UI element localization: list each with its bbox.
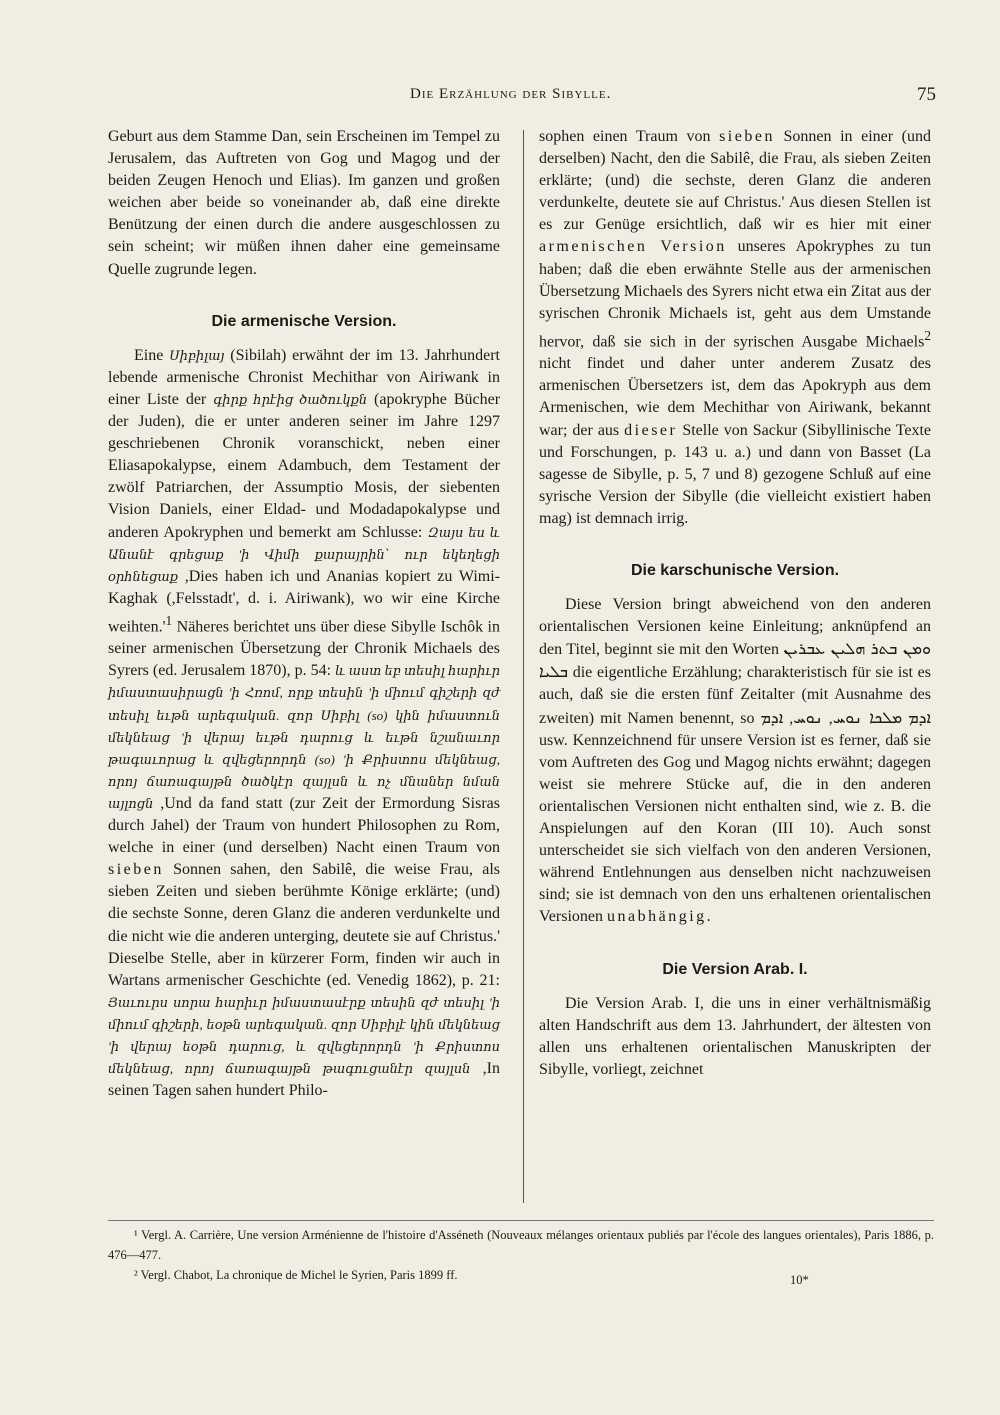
syriac-text: ܡܠܟܐ ܢܘܚ — [832, 707, 903, 727]
section-heading-armenian: Die armenische Version. — [211, 312, 397, 330]
paragraph: sophen einen Traum von sieben Sonnen in einer (und derselben) Nacht, den die Sabilê, die Frau, als sieben Zeiten erklärte; (und) die sechste, deren Glanz die anderen verdunkelte, deutete sie auf Christus.' Aus diesen Stellen ist es zur Genüge ersichtlich, daß wir es hier mit einer armenischen Version unseres Apokryphes zu tun haben; daß die eben erwähnte Stelle aus der armenischen Übersetzung Michaels des Syrers nicht etwa ein Zitat aus der syrischen Chronik Michaels ist, geht aus dem Umstande hervor, daß sie sich in der syrischen Ausgabe Michaels$^2$ nicht findet und daher unter anderem Zusatz des armenischen Übersetzers ist, dem das Apokryph aus dem Armenischen, wie dem Mechithar von Airiwank, bekannt war; der aus dieser Stelle von Sackur (Sibyllinische Texte und Forschungen, p. 143 u. a.) und dann von Basset (La sagesse de Sibylle, p. 5, 7 und 8) gezogene Schluß auf eine syrische Version der Sibylle (die vielleicht existiert haben mag) ist demnach irrig. — [539, 128, 932, 527]
footnote-ref: 2 — [924, 327, 931, 343]
column-rule — [523, 130, 524, 1203]
armenian-text: Սիբիլայ — [169, 347, 225, 363]
paragraph: Geburt aus dem Stamme Dan, sein Erscheinen im Tempel zu Jerusalem, das Auftreten von Gog und Magog und der beiden Zeugen Henoch und Elias). Im ganzen und großen weichen aber beide so voneinander ab, daß eine direkte Benützung der einen durch die andere ausgeschlossen zu sein scheint; wir müßen ihnen daher eine gemeinsame Quelle zugrunde legen. — [108, 128, 500, 278]
syriac-text: ܐܕܡ — [760, 707, 784, 727]
spaced-word: dieser — [624, 421, 678, 439]
spaced-word: sieben — [108, 861, 164, 879]
armenian-text: Յաւուրս սորա հարիւր իմաստասէրք տեսին զժ տեսիլ 'ի միում գիշերի, եօթն արեգական. զոր Սիբիլէ կին մեկնեաց 'ի վերայ եօթն դարուց, և զվեցերորդն 'ի Քրիստոս մեկնեաց, որոյ ճառագայթն թագուցանէր զայլսն — [108, 994, 500, 1077]
paragraph: Eine Սիբիլայ (Sibilah) erwähnt der im 13. Jahrhundert lebende armenische Chronist Mechithar von Airiwank in einer Liste der գիրք հրէից ծածուկքն (apokryphe Bücher der Juden), die er unter anderen seiner im Jahre 1297 geschriebenen Chronik voranschickt, neben einer Eliasapokalypse, einem Adambuch, dem Testament der zwölf Patriarchen, der Assumptio Mosis, der siebenten Vision Daniels, einer Eldad- und Modadapokalypse und anderen Apokryphen und bemerkt am Schlusse: Զայս ես և Անանէ գրեցաք 'ի Վիմի քարայրին՝ ուր եկեղեցի օրհնեցաք ,Dies haben ich und Ananias kopiert zu Wimi-Kaghak (,Felsstadt', d. i. Airiwank), wo wir eine Kirche $weihten.'^1$ Näheres berichtet uns über diese Sibylle Ischôk in seiner armenischen Übersetzung der Chronik Michaels des Syrers (ed. Jerusalem 1870), p. 54: և աստ եբ տեսիլ հարիւր իմաստասիրացն 'ի Հռոմ, որք տեսին 'ի միում գիշերի զժ տեսիլ եւթն արեգական. զոր Սիբիլ (so) կին իմաստուն մեկնեաց 'ի վերայ եւթն դարուց և եւթն նշանաւոր թագաւորաց և զվեցերորդն (so) 'ի Քրիստոս մեկնեաց, որոյ ճառագայթն ծածկէր զայլսն և ոչ մնաներ նման այլոցն ,Und da fand statt (zur Zeit der Ermordung Sisras durch Jahel) der Traum von hundert Philosophen zu Rom, welche in einer (und derselben) Nacht einen Traum von sieben Sonnen sahen, den Sabilê, die weise Frau, als sieben Zeiten und sieben berühmte Könige erklärte; (und) die sechste Sonne, deren Glanz die anderen verdunkelte und die nicht wie die anderen unterging, deutete sie auf Christus.' Dieselbe Stelle, aber in kürzerer Form, finden wir auch in Wartans armenischer Geschichte (ed. Venedig 1862), p. 21: Յաւուրս սորա հարիւր իմաստասէրք տեսին զժ տեսիլ 'ի միում գիշերի, եօթն արեգական. զոր Սիբիլէ կին մեկնեաց 'ի վերայ եօթն դարուց, և զվեցերորդն 'ի Քրիստոս մեկնեաց, որոյ ճառագայթն թագուցանէր զայլսն ,In seinen Tagen sahen hundert Philo- — [108, 346, 501, 1100]
signature-mark: 10* — [790, 1273, 809, 1287]
section-heading-karshuni: Die karschunische Version. — [630, 562, 840, 580]
left-column — [108, 126, 500, 1102]
right-column — [539, 126, 931, 1081]
armenian-text: Զայս ես և Անանէ գրեցաք 'ի Վիմի քարայրին՝ ուր եկեղեցի օրհնեցաք — [108, 524, 500, 584]
running-title: Die Erzählung der Sibylle. — [410, 86, 612, 102]
footnote-1: ¹ Vergl. A. Carrière, Une version Arménienne de l'histoire d'Asséneth (Nouveaux mélanges orientaux publiés par l'école des langues orientales), Paris 1886, p. 476—477. — [108, 1228, 934, 1262]
paragraph: Diese Version bringt abweichend von den anderen orientalischen Versionen keine Einleitung; anknüpfend an den Titel, beginnt sie mit den Worten ܘܡܢ ܒܬܪ ܗܠܝܢ ܥܒܪܝܢ ܒܠܝܐ die eigentliche Erzählung; charakteristisch für sie ist es auch, daß sie die ersten fünf Zeitalter (mit Ausnahme des zweiten) mit Namen benennt, so ܐܕܡ ܡܠܟܐ ܢܘܚ, ܢܘܚ, ܐܕܡ usw. Kennzeichnend für unsere Version ist es ferner, daß sie vom Auftreten des Gog und Magog nichts erwähnt; dagegen weist sie mehrere Stücke auf, die in den anderen orientalischen Versionen nicht enthalten sind, wie z. B. die Anspielungen auf den Koran (III 10). Auch sonst unterscheidet sie sich vielfach von den anderen Versionen, während Entlehnungen aus denselben nicht nachzuweisen sind; sie ist demnach von den uns erhaltenen orientalischen Versionen unabhängig. — [539, 596, 932, 926]
spaced-word: unabhängig — [606, 908, 707, 926]
syriac-text: ܘܡܢ ܒܬܪ ܗܠܝܢ ܥܒܪܝܢ ܒܠܝܐ — [539, 639, 932, 682]
syriac-text: ܢܘܚ — [793, 707, 823, 727]
armenian-text: և աստ եբ տեսիլ հարիւր իմաստասիրացն 'ի Հռոմ, որք տեսին 'ի միում գիշերի զժ տեսիլ եւթն արեգական. զոր Սիբիլ (so) կին իմաստուն մեկնեաց 'ի վերայ եւթն դարուց և եւթն նշանաւոր թագաւորաց և զվեցերորդն (so) 'ի Քրիստոս մեկնեաց, որոյ ճառագայթն ծածկէր զայլսն և ոչ մնաներ նման այլոցն — [108, 663, 501, 811]
section-heading-arab1: Die Version Arab. I. — [662, 960, 808, 978]
footnote-2: ² Vergl. Chabot, La chronique de Michel le Syrien, Paris 1899 ff. — [134, 1268, 458, 1282]
paragraph: Die Version Arab. I, die uns in einer verhältnismäßig alten Handschrift aus dem 13. Jahrhundert, der ältesten von allen uns erhaltenen orientalischen Manuskripten der Sibylle, vorliegt, zeichnet — [539, 994, 931, 1078]
footnotes — [108, 1220, 934, 1285]
page-number: 75 — [917, 84, 936, 105]
spaced-word: armenischen Version — [539, 238, 727, 256]
footnote-ref: 1 — [165, 612, 173, 628]
syriac-text: ܐܕܡ — [908, 707, 932, 727]
spaced-word: sieben — [719, 128, 775, 145]
armenian-text: գիրք հրէից ծածուկքն — [213, 391, 368, 407]
